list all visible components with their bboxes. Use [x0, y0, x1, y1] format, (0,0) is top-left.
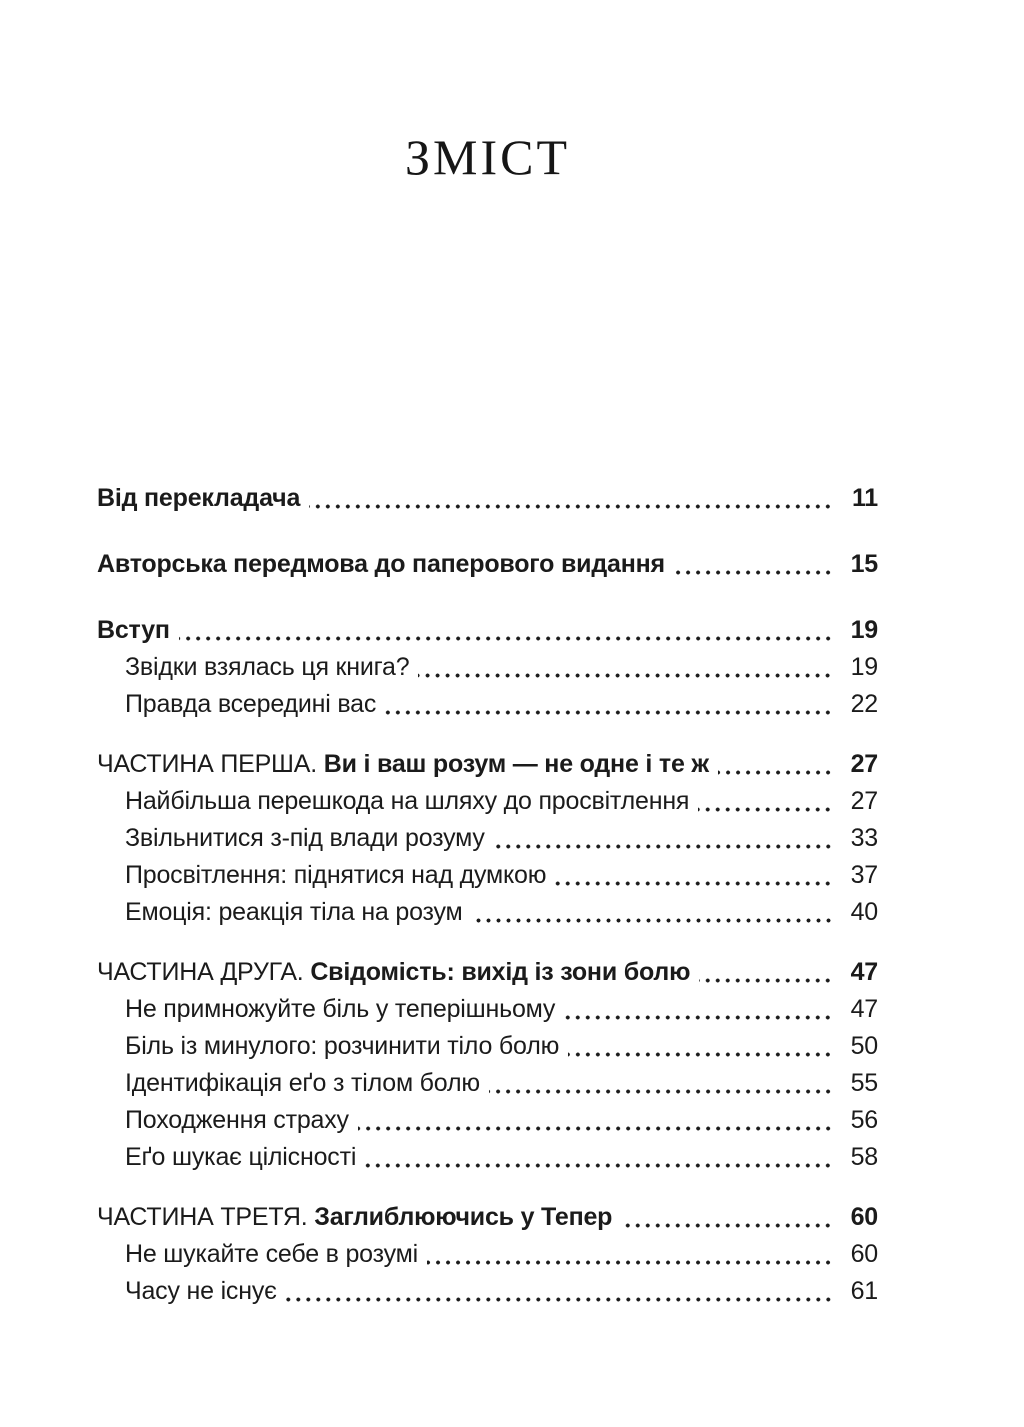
- entry-title: Авторська передмова до паперового видання: [97, 550, 665, 578]
- toc-row: [97, 746, 878, 783]
- page-number: 60: [850, 1203, 878, 1231]
- entry-title: Звільнитися з-під влади розуму: [125, 824, 485, 852]
- toc-row: [97, 1065, 878, 1102]
- dot-leader: [358, 1126, 833, 1131]
- entry-title: Ідентифікація еґо з тілом болю: [125, 1069, 480, 1097]
- dot-leader: [674, 570, 833, 575]
- entry-title: Часу не існує: [125, 1277, 277, 1305]
- toc-row: [97, 612, 878, 649]
- toc-row: [97, 1028, 878, 1065]
- dot-leader: [385, 710, 833, 715]
- page-number: 15: [850, 550, 878, 578]
- entry-title: Походження страху: [125, 1106, 349, 1134]
- page-number: 61: [850, 1277, 878, 1305]
- page-number: 56: [850, 1106, 878, 1134]
- entry-title: Емоція: реакція тіла на розум: [125, 898, 463, 926]
- toc-row: [97, 546, 878, 583]
- entry-title: Вступ: [97, 616, 170, 644]
- dot-leader: [568, 1052, 833, 1057]
- dot-leader: [286, 1297, 833, 1302]
- page-number: 50: [850, 1032, 878, 1060]
- dot-leader: [621, 1223, 833, 1228]
- page-number: 33: [850, 824, 878, 852]
- entry-title: Найбільша перешкода на шляху до просвітлення: [125, 787, 690, 815]
- dot-leader: [418, 673, 833, 678]
- toc-row: [97, 820, 878, 857]
- entry-title: Заглиблюючись у Тепер: [314, 1203, 613, 1231]
- toc-row: [97, 649, 878, 686]
- toc-row: [97, 1236, 878, 1273]
- entry-title: Звідки взялась ця книга?: [125, 653, 410, 681]
- page-number: 58: [850, 1143, 878, 1171]
- page-number: 27: [850, 787, 878, 815]
- toc-row: [97, 857, 878, 894]
- part-label: ЧАСТИНА ТРЕТЯ.: [97, 1203, 308, 1231]
- page-number: 19: [850, 653, 878, 681]
- dot-leader: [555, 881, 833, 886]
- dot-leader: [309, 504, 833, 509]
- page-number: 22: [850, 690, 878, 718]
- entry-title: Свідомість: вихід із зони болю: [310, 958, 691, 986]
- dot-leader: [179, 636, 833, 641]
- table-of-contents: [97, 480, 878, 1310]
- part-label: ЧАСТИНА ДРУГА.: [97, 958, 304, 986]
- dot-leader: [427, 1260, 833, 1265]
- toc-row: [97, 1273, 878, 1310]
- toc-row: [97, 686, 878, 723]
- dot-leader: [494, 844, 833, 849]
- part-label: ЧАСТИНА ПЕРША.: [97, 750, 317, 778]
- page-number: 47: [850, 958, 878, 986]
- page-number: 47: [850, 995, 878, 1023]
- entry-title: Не шукайте себе в розумі: [125, 1240, 418, 1268]
- entry-title: Біль із минулого: розчинити тіло болю: [125, 1032, 560, 1060]
- entry-title: Не примножуйте біль у теперішньому: [125, 995, 556, 1023]
- entry-title: Правда всередині вас: [125, 690, 377, 718]
- entry-title: Еґо шукає цілісності: [125, 1143, 357, 1171]
- page-number: 37: [850, 861, 878, 889]
- page-number: 27: [850, 750, 878, 778]
- page-number: 60: [850, 1240, 878, 1268]
- dot-leader: [489, 1089, 833, 1094]
- toc-row: [97, 894, 878, 931]
- entry-title: Від перекладача: [97, 484, 301, 512]
- toc-row: [97, 1199, 878, 1236]
- dot-leader: [564, 1015, 833, 1020]
- dot-leader: [699, 978, 833, 983]
- dot-leader: [472, 918, 834, 923]
- dot-leader: [365, 1163, 833, 1168]
- dot-leader: [718, 770, 833, 775]
- toc-row: [97, 783, 878, 820]
- toc-row: [97, 991, 878, 1028]
- dot-leader: [698, 807, 833, 812]
- toc-row: [97, 1102, 878, 1139]
- toc-row: [97, 480, 878, 517]
- page-title: ЗМІСТ: [404, 129, 571, 185]
- page-number: 40: [850, 898, 878, 926]
- page-number: 55: [850, 1069, 878, 1097]
- page-number: 11: [851, 484, 878, 512]
- entry-title: Просвітлення: піднятися над думкою: [125, 861, 547, 889]
- entry-title: Ви і ваш розум — не одне і те ж: [323, 750, 709, 778]
- page-number: 19: [850, 616, 878, 644]
- toc-row: [97, 954, 878, 991]
- toc-row: [97, 1139, 878, 1176]
